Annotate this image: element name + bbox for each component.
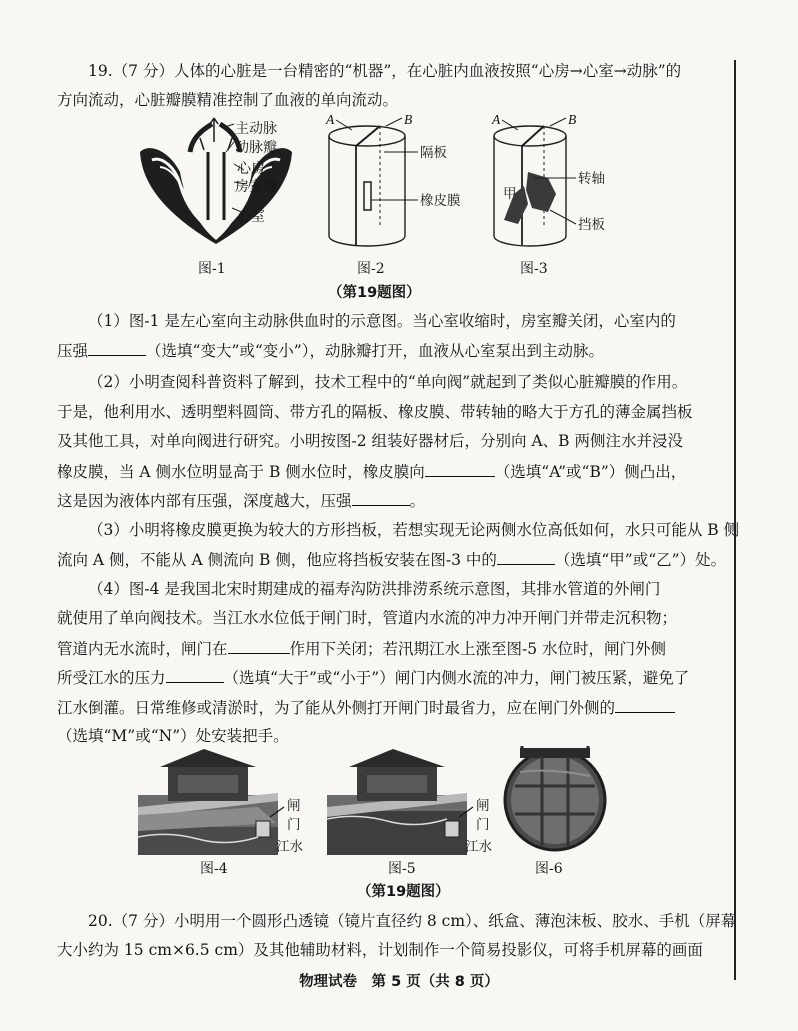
p2-line4-b: （选填“A”或“B”）侧凸出， [494, 463, 687, 481]
fig2-label-membrane: 橡皮膜 [420, 193, 461, 209]
p4-line3-a: 管道内无水流时，闸门在 [57, 640, 228, 658]
fig1-label-atrium: 心房 [237, 161, 265, 177]
fig6-caption: 图-6 [535, 861, 563, 877]
page-footer: 物理试卷 第 5 页（共 8 页） [299, 974, 499, 990]
fig5-label-river: 江水 [465, 839, 492, 855]
fig4-label-zha: 闸 [287, 798, 301, 814]
fig5-caption: 图-5 [388, 861, 416, 877]
p4-line4 [57, 667, 689, 688]
p4-line6: （选填“M”或“N”）处安装把手。 [57, 727, 289, 745]
q19-stem-line2: 方向流动，心脏瓣膜精准控制了血液的单向流动。 [57, 91, 399, 109]
fig2-label-partition: 隔板 [420, 145, 447, 161]
p1-line2 [57, 340, 604, 361]
fig4-caption: 图-4 [200, 861, 228, 877]
fig3-label-a: A [492, 112, 501, 127]
p4-line2: 就使用了单向阀技术。当江水水位低于闸门时，管道内水流的冲力冲开闸门并带走沉积物； [57, 609, 678, 627]
answer-blank-3[interactable] [352, 490, 410, 506]
q20-line1: 20.（7 分）小明用一个圆形凸透镜（镜片直径约 8 cm）、纸盒、薄泡沫板、胶水、手机（屏幕 [88, 912, 737, 930]
fig3-label-axle: 转轴 [578, 171, 605, 187]
p2-line5-a: 这是因为液体内部有压强，深度越大，压强 [57, 492, 352, 510]
answer-blank-2[interactable] [425, 461, 495, 477]
p4-line4-a: 所受江水的压力 [57, 669, 166, 687]
fig1-label-aortic-valve: 动脉瓣 [235, 140, 277, 156]
p4-line4-b: （选填“大于”或“小于”）闸门内侧水流的冲力，闸门被压紧，避免了 [223, 669, 690, 687]
p4-line5 [57, 697, 675, 718]
fig2-label-a: A [326, 112, 335, 127]
p2-line2: 于是，他利用水、透明塑料圆筒、带方孔的隔板、橡皮膜、带转轴的略大于方孔的薄金属挡板 [57, 403, 693, 421]
fig5-label-men: 门 [476, 817, 490, 833]
answer-blank-4[interactable] [497, 549, 555, 565]
fig1-label-aorta: 主动脉 [235, 121, 277, 137]
p2-line3: 及其他工具，对单向阀进行研究。小明按图-2 组装好器材后，分别向 A、B 两侧注水并浸没 [57, 432, 683, 450]
p4-line3 [57, 638, 666, 659]
answer-blank-7[interactable] [615, 697, 675, 713]
p2-line5 [57, 490, 425, 511]
fig4-label-men: 门 [287, 817, 301, 833]
answer-blank-6[interactable] [166, 667, 224, 683]
p4-line5-a: 江水倒灌。日常维修或清淤时，为了能从外侧打开闸门时最省力，应在闸门外侧的 [57, 699, 616, 717]
fig1-caption: 图-1 [198, 261, 226, 277]
p2-line5-b: 。 [409, 492, 426, 510]
fig4-label-river: 江水 [276, 839, 303, 855]
fig3-label-b: B [568, 112, 577, 127]
cylinder-flap-diagram [490, 112, 630, 257]
fig3-label-jia: 甲 [503, 186, 517, 202]
fig-group-caption-top: （第19题图） [328, 285, 421, 301]
fig2-caption: 图-2 [357, 261, 385, 277]
q20-line2: 大小约为 15 cm×6.5 cm）及其他辅助材料，计划制作一个简易投影仪，可将手机屏幕的画面 [57, 941, 703, 959]
fig3-label-flap: 挡板 [578, 217, 605, 233]
fig-group-caption-bottom: （第19题图） [357, 884, 450, 900]
p2-line4-a: 橡皮膜，当 A 侧水位明显高于 B 侧水位时，橡皮膜向 [57, 463, 425, 481]
answer-blank-1[interactable] [88, 340, 146, 356]
fig5-label-zha: 闸 [476, 798, 490, 814]
flood-gate-photo-fig4 [138, 745, 313, 857]
gate-door-photo-fig6 [500, 742, 610, 854]
p4-line3-b: 作用下关闭；若汛期江水上涨至图-5 水位时，闸门外侧 [289, 640, 667, 658]
flood-gate-photo-fig5 [327, 745, 502, 857]
fig2-label-b: B [404, 112, 413, 127]
p3-line2-b: （选填“甲”或“乙”）处。 [554, 551, 727, 569]
p1-line1: （1）图-1 是左心室向主动脉供血时的示意图。当心室收缩时，房室瓣关闭，心室内的 [88, 312, 676, 330]
p2-line4 [57, 461, 686, 482]
q19-stem-line1: 19.（7 分）人体的心脏是一台精密的“机器”，在心脏内血液按照“心房→心室→动脉”的 [88, 62, 682, 80]
p3-line2 [57, 549, 726, 570]
answer-blank-5[interactable] [228, 638, 290, 654]
fig3-caption: 图-3 [520, 261, 548, 277]
fig1-label-av-valve: 房室瓣 [235, 179, 277, 195]
p4-line1: （4）图-4 是我国北宋时期建成的福寿沟防洪排涝系统示意图，其排水管道的外闸门 [88, 580, 661, 598]
p1-line2-b: （选填“变大”或“变小”），动脉瓣打开，血液从心室泵出到主动脉。 [146, 342, 604, 360]
fig1-label-ventricle: 心室 [237, 209, 265, 225]
p3-line2-a: 流向 A 侧，不能从 A 侧流向 B 侧，他应将挡板安装在图-3 中的 [57, 551, 497, 569]
p3-line1: （3）小明将橡皮膜更换为较大的方形挡板，若想实现无论两侧水位高低如何，水只可能从 B 侧 [88, 521, 740, 539]
p2-line1: （2）小明查阅科普资料了解到，技术工程中的“单向阀”就起到了类似心脏瓣膜的作用。 [88, 373, 688, 391]
cylinder-partition-diagram [322, 112, 472, 257]
p1-line2-a: 压强 [57, 342, 89, 360]
